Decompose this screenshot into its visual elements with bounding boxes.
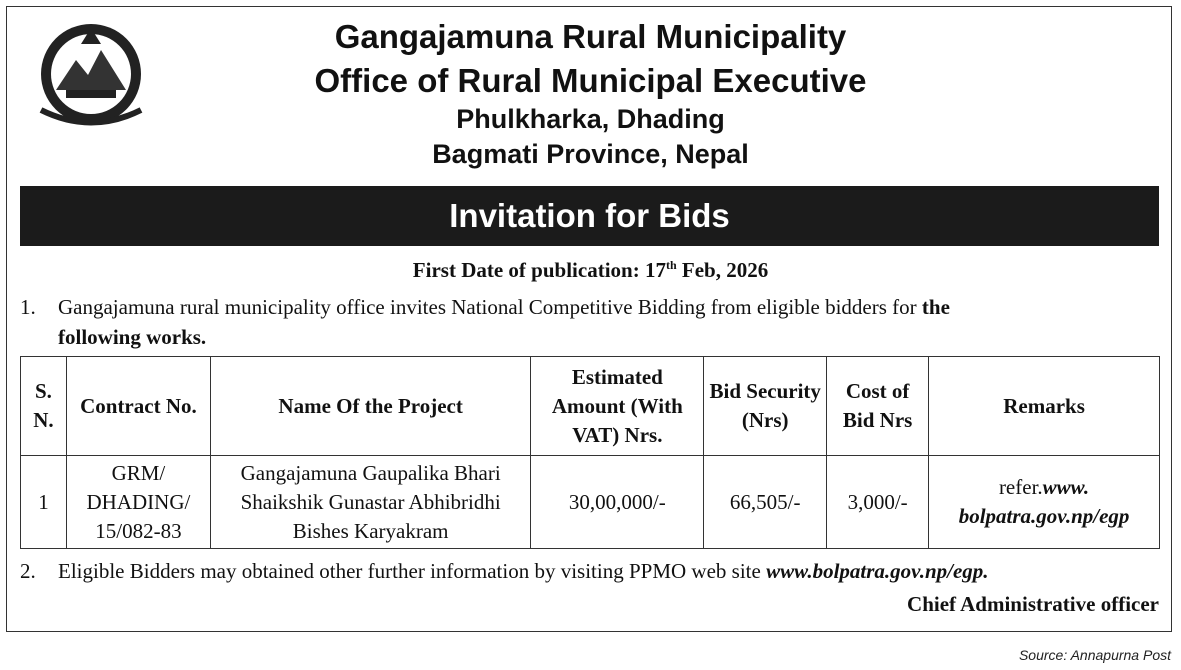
cell-sn: 1 [21,456,67,549]
cell-amount: 30,00,000/- [531,456,704,549]
table-row [21,456,1160,549]
cell-project: Gangajamuna Gaupalika Bhari Shaikshik Gunastar Abhibridhi Bishes Karyakram [210,456,531,549]
cell-contract: GRM/ DHADING/ 15/082-83 [66,456,210,549]
clause-number: 1. [20,295,36,319]
col-header-security: Bid Security (Nrs) [704,357,827,456]
clause-1-continuation: following works. [58,325,207,349]
clause-1 [20,292,1160,322]
col-header-cost: Cost of Bid Nrs [827,357,929,456]
notice-title-banner: Invitation for Bids [20,186,1159,246]
bid-works-table [20,356,1160,549]
office-name: Office of Rural Municipal Executive [314,62,867,99]
cell-cost: 3,000/- [827,456,929,549]
clause-text: Gangajamuna rural municipality office invites National Competitive Bidding from eligible bidders for [58,295,922,319]
clause-2 [20,556,1160,586]
col-header-contract: Contract No. [66,357,210,456]
publication-label: First Date of publication: 17 [412,258,666,282]
col-header-project: Name Of the Project [210,357,531,456]
cell-remarks [929,456,1160,549]
date-suffix: th [665,258,677,272]
col-header-sn: S. N. [21,357,67,456]
col-header-remarks: Remarks [929,357,1160,456]
office-address: Phulkharka, Dhading [456,104,725,134]
province-country: Bagmati Province, Nepal [432,139,749,169]
remarks-link[interactable]: www. bolpatra.gov.np/egp [958,475,1130,528]
col-header-amount: Estimated Amount (With VAT) Nrs. [531,357,704,456]
ppmo-link[interactable]: www.bolpatra.gov.np/egp. [766,559,989,583]
municipality-name: Gangajamuna Rural Municipality [334,18,847,55]
table-header-row [21,357,1160,456]
remarks-prefix: refer. [998,475,1043,499]
source-credit: Source: Annapurna Post [1018,647,1171,663]
signatory-title: Chief Administrative officer [907,592,1159,616]
cell-security: 66,505/- [704,456,827,549]
clause-bold-word: the [921,295,950,319]
publication-date-rest: Feb, 2026 [676,258,769,282]
clause-text: Eligible Bidders may obtained other further information by visiting PPMO web site [58,559,767,583]
clause-number: 2. [20,559,36,583]
publication-date [0,258,1181,283]
